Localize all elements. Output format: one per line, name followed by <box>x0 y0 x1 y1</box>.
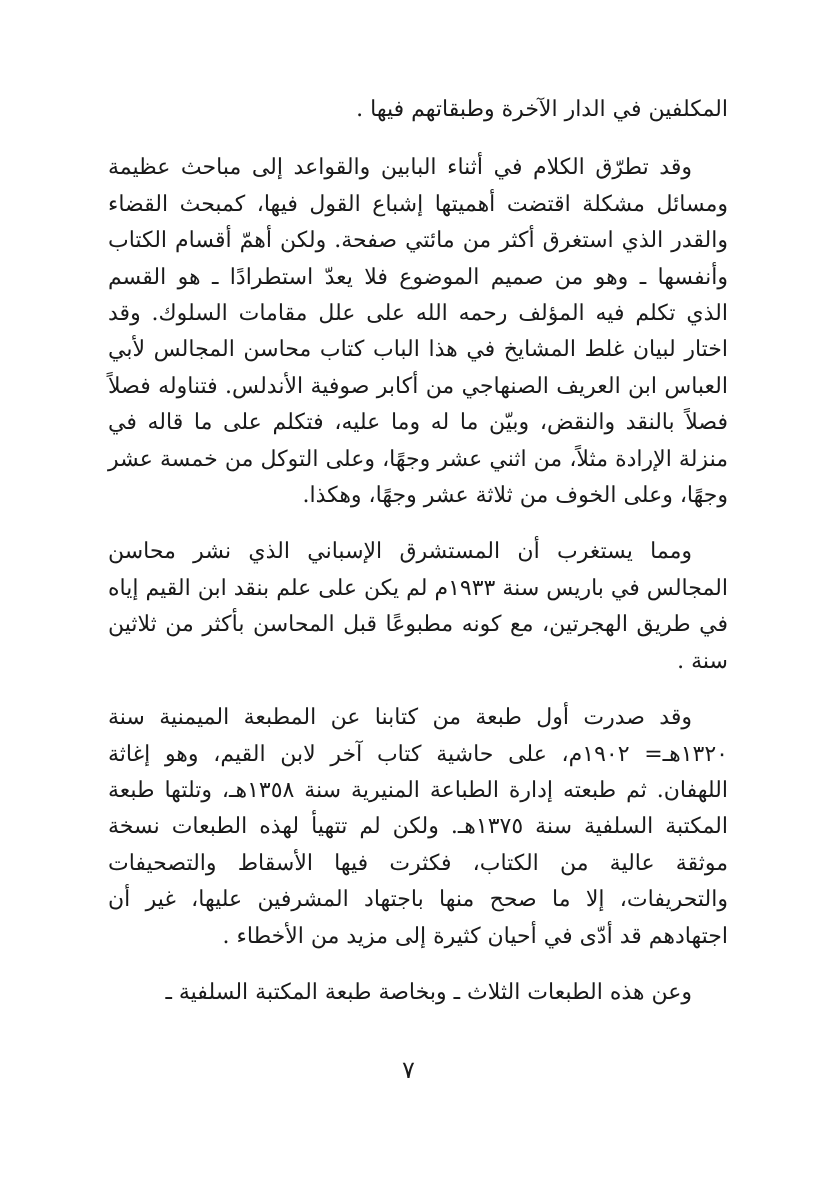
body-text <box>108 92 728 1011</box>
page-number: ٧ <box>402 1056 415 1084</box>
paragraph-closing: وعن هذه الطبعات الثلاث ـ وبخاصة طبعة المكتبة السلفية ـ <box>165 979 692 1005</box>
paragraph-topics: وقد تطرّق الكلام في أثناء البابين والقواعد إلى مباحث عظيمة ومسائل مشكلة اقتضت أهميتها إشباع القول فيها، كمبحث القضاء والقدر الذي استغرق أكثر من مائتي صفحة. ولكن أهمّ أقسام الكتاب وأنفسها ـ وهو من صميم الموضوع فلا يعدّ استطرادًا ـ هو القسم الذي تكلم فيه المؤلف رحمه الله على علل مقامات السلوك. وقد اختار لبيان غلط المشايخ في هذا الباب كتاب محاسن المجالس لأبي العباس ابن العريف الصنهاجي من أكابر صوفية الأندلس. فتناوله فصلاً فصلاً بالنقد والنقض، وبيّن ما له وما عليه، فتكلم على ما قاله في منزلة الإرادة مثلاً، من اثني عشر وجهًا، وعلى التوكل من خمسة عشر وجهًا، وعلى الخوف من ثلاثة عشر وجهًا، وهكذا. <box>108 155 728 509</box>
paragraph-orientalist: ومما يستغرب أن المستشرق الإسباني الذي نشر محاسن المجالس في باريس سنة ١٩٣٣م لم يكن على علم بنقد ابن القيم إياه في طريق الهجرتين، مع كونه مطبوعًا قبل المحاسن بأكثر من ثلاثين سنة . <box>108 539 728 674</box>
paragraph-editions: وقد صدرت أول طبعة من كتابنا عن المطبعة الميمنية سنة ١٣٢٠هـ= ١٩٠٢م، على حاشية كتاب آخر لابن القيم، وهو إغاثة اللهفان. ثم طبعته إدارة الطباعة المنيرية سنة ١٣٥٨هـ، وتلتها طبعة المكتبة السلفية سنة ١٣٧٥هـ. ولكن لم تتهيأ لهذه الطبعات نسخة موثقة عالية من الكتاب، فكثرت فيها الأسقاط والتصحيفات والتحريفات، إلا ما صحح منها باجتهاد المشرفين عليها، غير أن اجتهادهم قد أدّى في أحيان كثيرة إلى مزيد من الأخطاء . <box>108 705 728 949</box>
paragraph-continuation: المكلفين في الدار الآخرة وطبقاتهم فيها . <box>356 97 728 122</box>
